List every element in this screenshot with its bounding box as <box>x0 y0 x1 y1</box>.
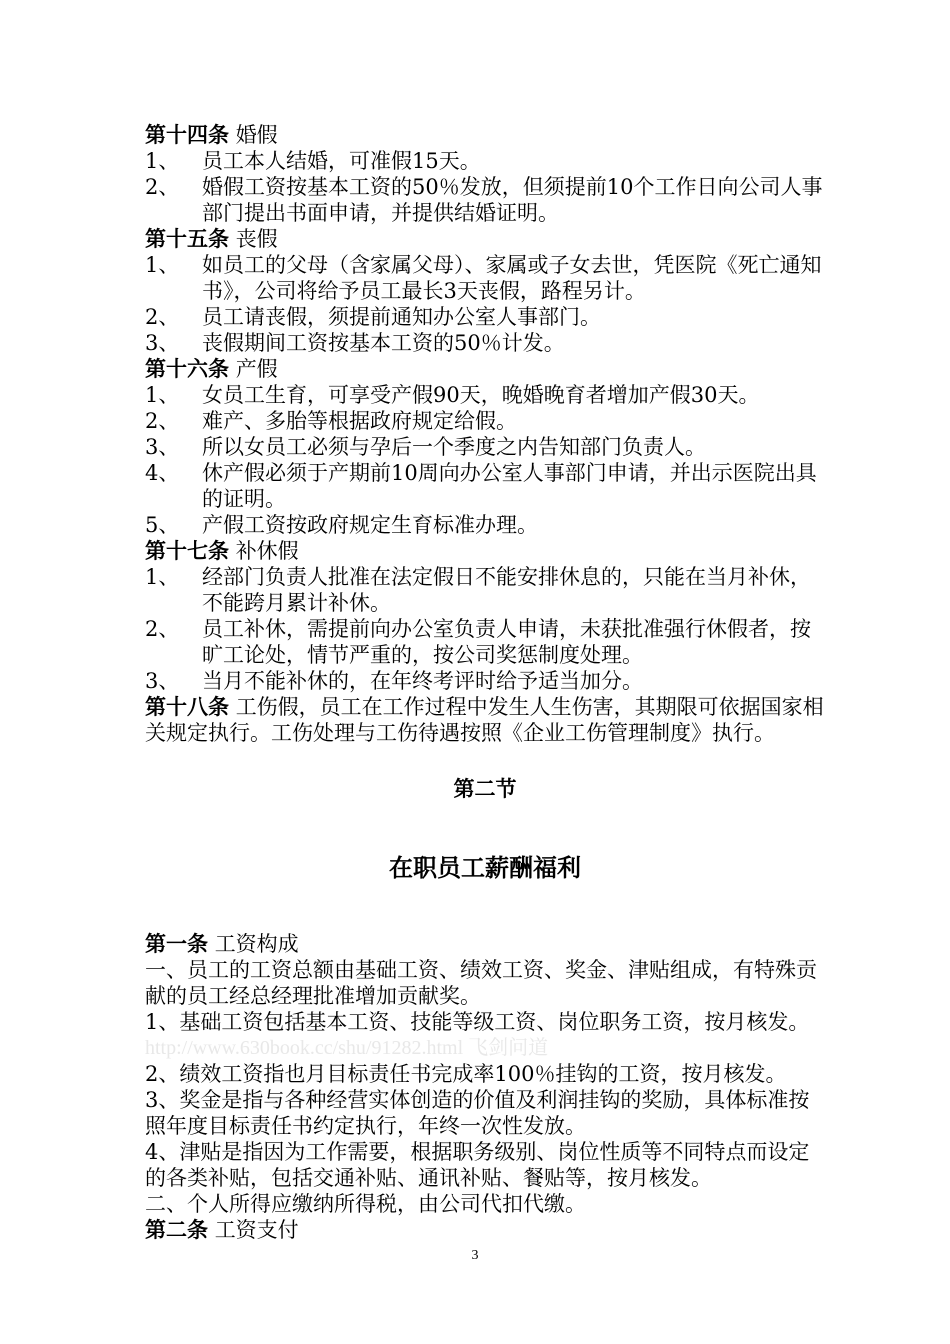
article-label: 第十八条 <box>145 695 229 719</box>
paragraph: 2、绩效工资指也月目标责任书完成率100％挂钩的工资，按月核发。 <box>145 1062 787 1086</box>
paragraph: 一、员工的工资总额由基础工资、绩效工资、奖金、津贴组成，有特殊贡献的员工经总经理批准增加贡献奖。 <box>145 958 817 1008</box>
document-body <box>145 122 825 1243</box>
item-number: 1、 <box>145 253 180 277</box>
item-text: 员工补休，需提前向办公室负责人申请，未获批准强行休假者，按旷工论处，情节严重的，按公司奖惩制度处理。 <box>202 617 811 667</box>
item-number: 2、 <box>145 409 180 433</box>
article-14-heading <box>145 122 825 148</box>
item-text: 经部门负责人批准在法定假日不能安排休息的，只能在当月补休，不能跨月累计补休。 <box>202 565 811 615</box>
list-item <box>145 408 825 434</box>
list-item <box>145 382 825 408</box>
article-15-heading <box>145 226 825 252</box>
item-number: 5、 <box>145 513 180 537</box>
list-item <box>145 252 825 304</box>
item-text: 所以女员工必须与孕后一个季度之内告知部门负责人。 <box>202 435 706 459</box>
list-item <box>145 616 825 668</box>
item-number: 3、 <box>145 435 180 459</box>
article-title: 丧假 <box>235 227 278 251</box>
list-item <box>145 330 825 356</box>
paragraph: 1、基础工资包括基本工资、技能等级工资、岗位职务工资，按月核发。 <box>145 1010 810 1034</box>
section2-article-1-heading <box>145 931 825 957</box>
item-number: 2、 <box>145 175 180 199</box>
article-17-heading <box>145 538 825 564</box>
section2-article-2-heading <box>145 1217 825 1243</box>
list-item <box>145 174 825 226</box>
item-text: 丧假期间工资按基本工资的50％计发。 <box>202 331 565 355</box>
item-number: 3、 <box>145 331 180 355</box>
section-title: 在职员工薪酬福利 <box>389 854 581 882</box>
article-title: 婚假 <box>235 123 278 147</box>
article-label: 第一条 <box>145 932 208 956</box>
section-number: 第二节 <box>453 777 517 801</box>
article-label: 第十四条 <box>145 123 229 147</box>
article-label: 第十七条 <box>145 539 229 563</box>
watermark-link-text: http://www.630book.cc/shu/91282.html 飞剑问道 <box>145 1037 549 1059</box>
item-text: 如员工的父母（含家属父母）、家属或子女去世，凭医院《死亡通知书》，公司将给予员工最长3天丧假，路程另计。 <box>202 253 822 303</box>
article-18-paragraph <box>145 694 825 746</box>
article-title: 工资支付 <box>214 1218 299 1242</box>
list-item <box>145 304 825 330</box>
paragraph: 3、奖金是指与各种经营实体创造的价值及利润挂钩的奖励，具体标准按照年度目标责任书约定执行，年终一次性发放。 <box>145 1088 810 1138</box>
list-item <box>145 668 825 694</box>
article-label: 第十五条 <box>145 227 229 251</box>
item-number: 2、 <box>145 305 180 329</box>
paragraph: 4、津贴是指因为工作需要，根据职务级别、岗位性质等不同特点而设定的各类补贴，包括交通补贴、通讯补贴、餐贴等，按月核发。 <box>145 1140 810 1190</box>
list-item <box>145 434 825 460</box>
item-number: 1、 <box>145 383 180 407</box>
item-text: 婚假工资按基本工资的50％发放，但须提前10个工作日向公司人事部门提出书面申请，并提供结婚证明。 <box>202 175 823 225</box>
article-label: 第十六条 <box>145 357 229 381</box>
item-number: 1、 <box>145 149 180 173</box>
article-text: 工伤假，员工在工作过程中发生人生伤害，其期限可依据国家相关规定执行。工伤处理与工伤待遇按照《企业工伤管理制度》执行。 <box>145 695 824 745</box>
list-item <box>145 512 825 538</box>
page-number: 3 <box>471 1248 479 1263</box>
paragraph: 二、个人所得应缴纳所得税，由公司代扣代缴。 <box>145 1192 586 1216</box>
item-text: 女员工生育，可享受产假90天，晚婚晚育者增加产假30天。 <box>202 383 760 407</box>
item-text: 难产、多胎等根据政府规定给假。 <box>202 409 517 433</box>
item-number: 4、 <box>145 461 180 485</box>
list-item <box>145 148 825 174</box>
item-number: 3、 <box>145 669 180 693</box>
list-item <box>145 460 825 512</box>
item-number: 2、 <box>145 617 180 641</box>
article-title: 补休假 <box>235 539 299 563</box>
article-label: 第二条 <box>145 1218 208 1242</box>
item-text: 休产假必须于产期前10周向办公室人事部门申请，并出示医院出具的证明。 <box>202 461 817 511</box>
item-number: 1、 <box>145 565 180 589</box>
article-title: 工资构成 <box>214 932 299 956</box>
article-title: 产假 <box>235 357 278 381</box>
list-item <box>145 564 825 616</box>
article-16-heading <box>145 356 825 382</box>
item-text: 员工本人结婚，可准假15天。 <box>202 149 481 173</box>
item-text: 当月不能补休的，在年终考评时给予适当加分。 <box>202 669 643 693</box>
item-text: 员工请丧假，须提前通知办公室人事部门。 <box>202 305 601 329</box>
item-text: 产假工资按政府规定生育标准办理。 <box>202 513 538 537</box>
